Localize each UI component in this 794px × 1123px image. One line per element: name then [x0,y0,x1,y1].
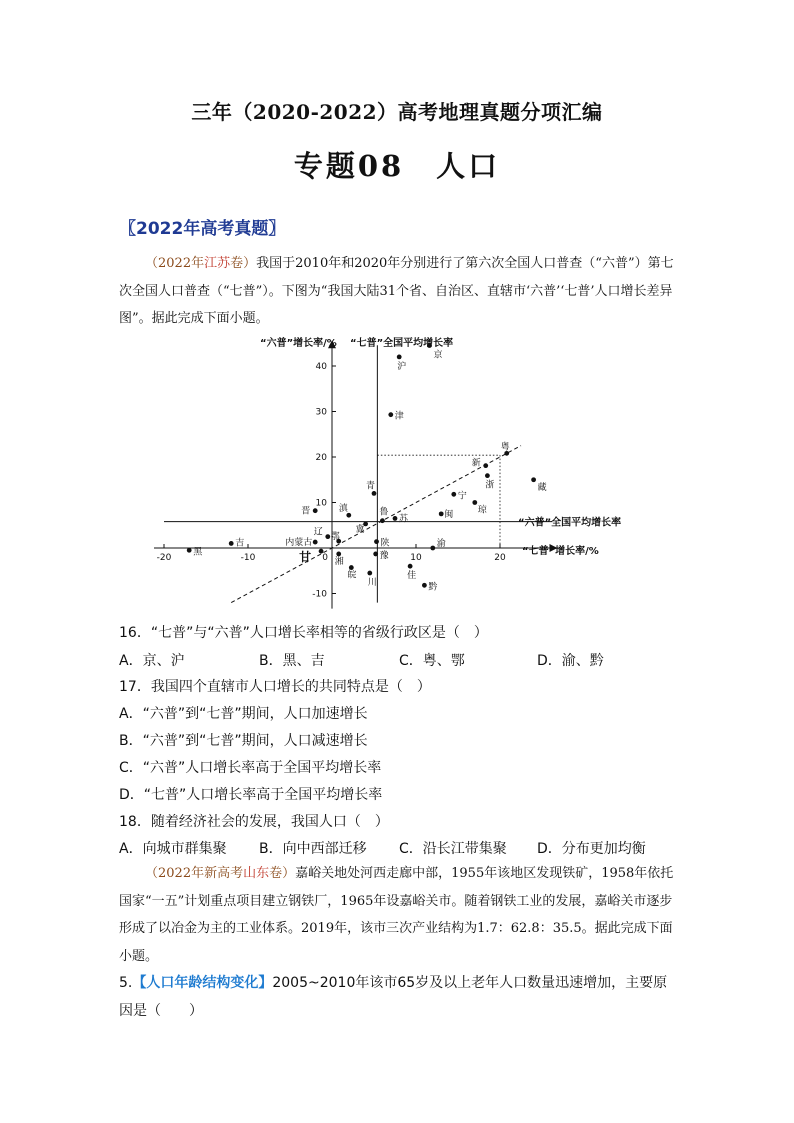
data-point [380,518,385,523]
passage-text: 嘉峪关地处河西走廊中部，1955年该地区发现铁矿，1958年依托国家“一五”计划重点项目建立钢铁厂，1965年设嘉峪关市。随着钢铁工业的发展，嘉峪关市逐步形成了以冶金为主的工业体系。2019年，该市三次产业结构为1.7：62.8：35.5。据此完成下面小题。 [119,866,674,964]
passage-text: 我国于2010年和2020年分别进行了第六次全国人口普查（“六普”）第七次全国人口普查（“七普”）。下图为“我国大陆31个省、自治区、直辖市‘六普’‘七普’人口增长差异图”。据此完成下面小题。 [119,256,674,326]
question-17: 17．我国四个直辖市人口增长的共同特点是（ ） [119,679,431,695]
option-b[interactable]: B．“六普”到“七普”期间，人口减速增长 [119,733,368,749]
point-label: 吉 [235,538,245,549]
question-number: 5. [119,975,133,991]
topic-title: 专题08 人口 [293,149,501,183]
x-tick-label: -20 [156,553,172,563]
x-tick-label: 20 [494,553,506,563]
data-point [422,583,427,588]
option-a[interactable]: A．“六普”到“七普”期间，人口加速增长 [119,706,368,722]
option-c[interactable]: C．粤、鄂 [399,653,465,669]
liupu-average-label: “六普”全国平均增长率 [518,517,622,529]
option-a[interactable]: A．向城市群集聚 [119,841,227,857]
data-point [372,491,377,496]
data-point [313,540,318,545]
option-c[interactable]: C．沿长江带集聚 [399,841,507,857]
point-label: 黑 [193,547,203,558]
question-18: 18．随着经济社会的发展，我国人口（ ） [119,814,389,830]
question-5 [119,970,679,1025]
option-d[interactable]: D．分布更加均衡 [537,841,646,857]
data-point [373,552,378,557]
data-point [393,516,398,521]
y-tick-label: -10 [312,589,327,600]
data-point [439,511,444,516]
point-label: 鄂 [330,532,340,543]
point-label: 渝 [436,539,446,549]
data-point [349,565,354,570]
point-label: 冀 [355,524,365,535]
option-b[interactable]: B．向中西部迁移 [259,841,367,857]
data-point [451,492,456,497]
data-point [229,541,234,546]
x-axis-label: “七普”增长率/% [522,546,599,557]
data-point [187,548,192,553]
y-tick-label: 40 [315,362,327,372]
data-point [319,549,324,554]
source-region: 江苏 [204,256,231,271]
point-label: 内蒙古 [285,538,313,549]
point-label: 京 [433,350,443,361]
point-label: 苏 [399,514,409,525]
point-label: 皖 [347,570,357,581]
point-label: 川 [367,578,377,589]
y-tick-label: 20 [315,453,327,463]
data-point [388,412,393,417]
point-label: 陕 [380,538,390,549]
y-tick-label: 30 [315,407,327,418]
source-region: 山东 [243,866,270,881]
data-point [367,571,372,576]
option-a[interactable]: A．京、沪 [119,653,185,669]
question-tag: 【人口年龄结构变化】 [132,975,273,991]
data-point [531,477,536,482]
y-tick-label: 10 [315,498,327,509]
data-point [325,534,330,539]
data-point [472,500,477,505]
passage-jiangsu [119,250,679,333]
population-growth-chart [150,330,670,615]
source-close: 卷） [269,866,296,881]
point-label: 甘 [299,550,312,565]
point-label: 沪 [397,361,407,372]
option-d[interactable]: D．渝、黔 [537,653,604,669]
point-label: 青 [366,481,376,492]
option-b[interactable]: B．黑、吉 [259,653,325,669]
data-point [430,546,435,551]
x-tick-label: 10 [410,553,422,563]
section-heading: 〖2022年高考真题〗 [119,219,286,239]
option-c[interactable]: C．“六普”人口增长率高于全国平均增长率 [119,760,382,776]
document-title: 三年（2020-2022）高考地理真题分项汇编 [191,100,603,124]
data-point [408,564,413,569]
point-label: 闽 [444,509,454,520]
point-label: 晋 [301,506,311,517]
point-label: 湘 [334,556,344,567]
point-label: 藏 [537,482,547,493]
data-point [483,463,488,468]
source-close: 卷） [230,256,257,271]
point-label: 黔 [428,582,438,593]
source-open: （2022年新高考 [145,866,244,881]
point-label: 新 [471,458,481,469]
data-point [374,539,379,544]
point-label: 琼 [477,505,487,516]
point-label: 宁 [457,491,467,502]
point-label: 滇 [338,504,348,515]
question-16: 16．“七普”与“六普”人口增长率相等的省级行政区是（ ） [119,625,488,641]
source-open: （2022年 [145,256,205,271]
point-label: 佳 [407,571,417,582]
point-label: 粤 [500,442,510,453]
point-label: 豫 [379,550,389,561]
point-label: 浙 [485,480,495,491]
question-18-options [119,838,679,858]
passage-shandong [119,860,679,970]
origin-label: 0 [322,553,328,563]
question-16-options [119,650,679,670]
x-tick-label: -10 [240,553,256,563]
data-point [485,473,490,478]
option-d[interactable]: D．“七普”人口增长率高于全国平均增长率 [119,787,383,803]
qipu-average-label: “七普”全国平均增长率 [350,338,454,349]
point-label: 津 [394,411,404,422]
question-text: 2005~2010年该市65岁及以上老年人口数量迅速增加，主要原因是（ ） [119,975,668,1019]
y-axis-label: “六普”增长率/% [260,338,337,349]
data-point [336,552,341,557]
data-point [313,508,318,513]
point-label: 辽 [313,527,323,538]
data-point [397,355,402,360]
point-label: 鲁 [379,507,389,518]
